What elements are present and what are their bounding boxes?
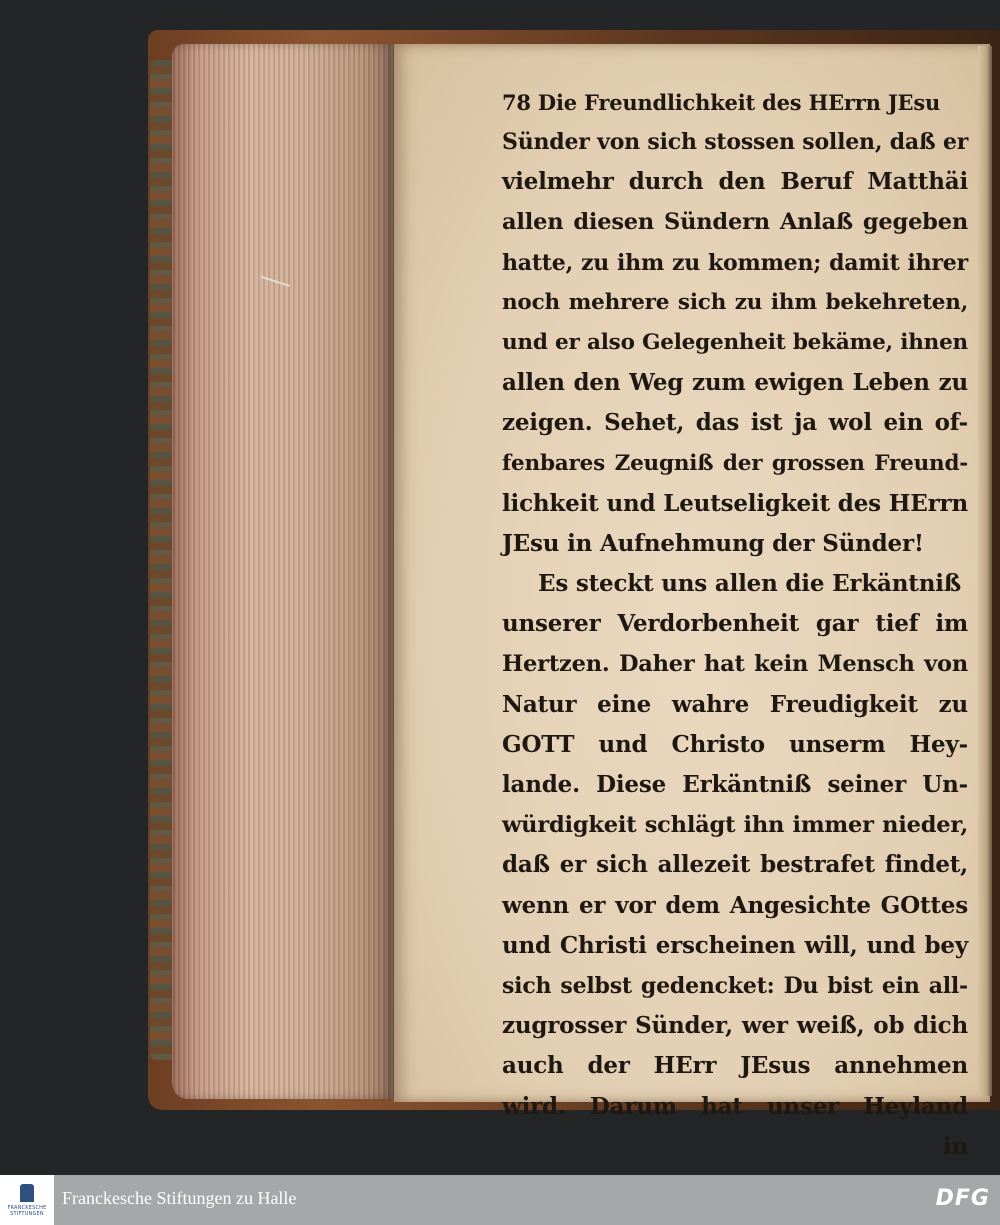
text-line: und er also Gelegenheit bekäme, ihnen [502, 329, 968, 355]
text-line: zugrosser Sünder, wer weiß, ob dich [502, 1012, 968, 1040]
text-line: Es steckt uns allen die Erkäntniß [538, 570, 962, 598]
text-line: vielmehr durch den Beruf Matthäi [502, 168, 968, 196]
text-line: und Christi erscheinen will, und bey [502, 931, 968, 959]
text-line: fenbares Zeugniß der grossen Freund- [502, 450, 968, 476]
text-line: allen diesen Sündern Anlaß gegeben [502, 209, 968, 236]
foundation-emblem-icon [20, 1184, 34, 1202]
running-header: 78 Die Freundlichkeit des HErrn JEsu [502, 90, 941, 115]
text-line: lichkeit und Leutseligkeit des HErrn [502, 489, 968, 517]
text-line: wird. Darum hat unser Heyland [502, 1092, 968, 1120]
text-line: JEsu in Aufnehmung der Sünder! [502, 529, 924, 557]
text-line: würdigkeit schlägt ihn immer nieder, [502, 812, 968, 839]
text-line: lande. Diese Erkäntniß seiner Un- [502, 771, 968, 798]
franckesche-stiftungen-logo[interactable] [0, 1175, 54, 1225]
page-text [502, 84, 968, 1167]
page-block-edges [172, 44, 394, 1099]
text-line: GOTT und Christo unserm Hey- [502, 730, 968, 758]
text-line: auch der HErr JEsus annehmen [502, 1052, 968, 1080]
text-line: hatte, zu ihm zu kommen; damit ihrer [502, 249, 968, 276]
text-line: allen den Weg zum ewigen Leben zu [502, 369, 968, 397]
text-line: Natur eine wahre Freudigkeit zu [502, 690, 968, 718]
catchword: in [942, 1132, 968, 1160]
institution-title: Franckesche Stiftungen zu Halle [62, 1188, 297, 1208]
text-line: wenn er vor dem Angesichte GOttes [502, 891, 968, 919]
text-line: Hertzen. Daher hat kein Mensch von [502, 651, 968, 678]
viewer-footer [0, 1175, 1000, 1225]
text-line: zeigen. Sehet, das ist ja wol ein of- [502, 409, 968, 437]
text-line: noch mehrere sich zu ihm bekehreten, [502, 289, 968, 315]
text-line: daß er sich allezeit bestrafet findet, [502, 851, 968, 879]
text-line: Sünder von sich stossen sollen, daß er [502, 129, 969, 155]
dfg-logo[interactable]: DFG [935, 1186, 990, 1211]
logo-text: FRANCKESCHE STIFTUNGEN [7, 1205, 47, 1217]
text-line: sich selbst gedencket: Du bist ein all- [502, 972, 968, 999]
text-line: unserer Verdorbenheit gar tief im [502, 610, 968, 638]
